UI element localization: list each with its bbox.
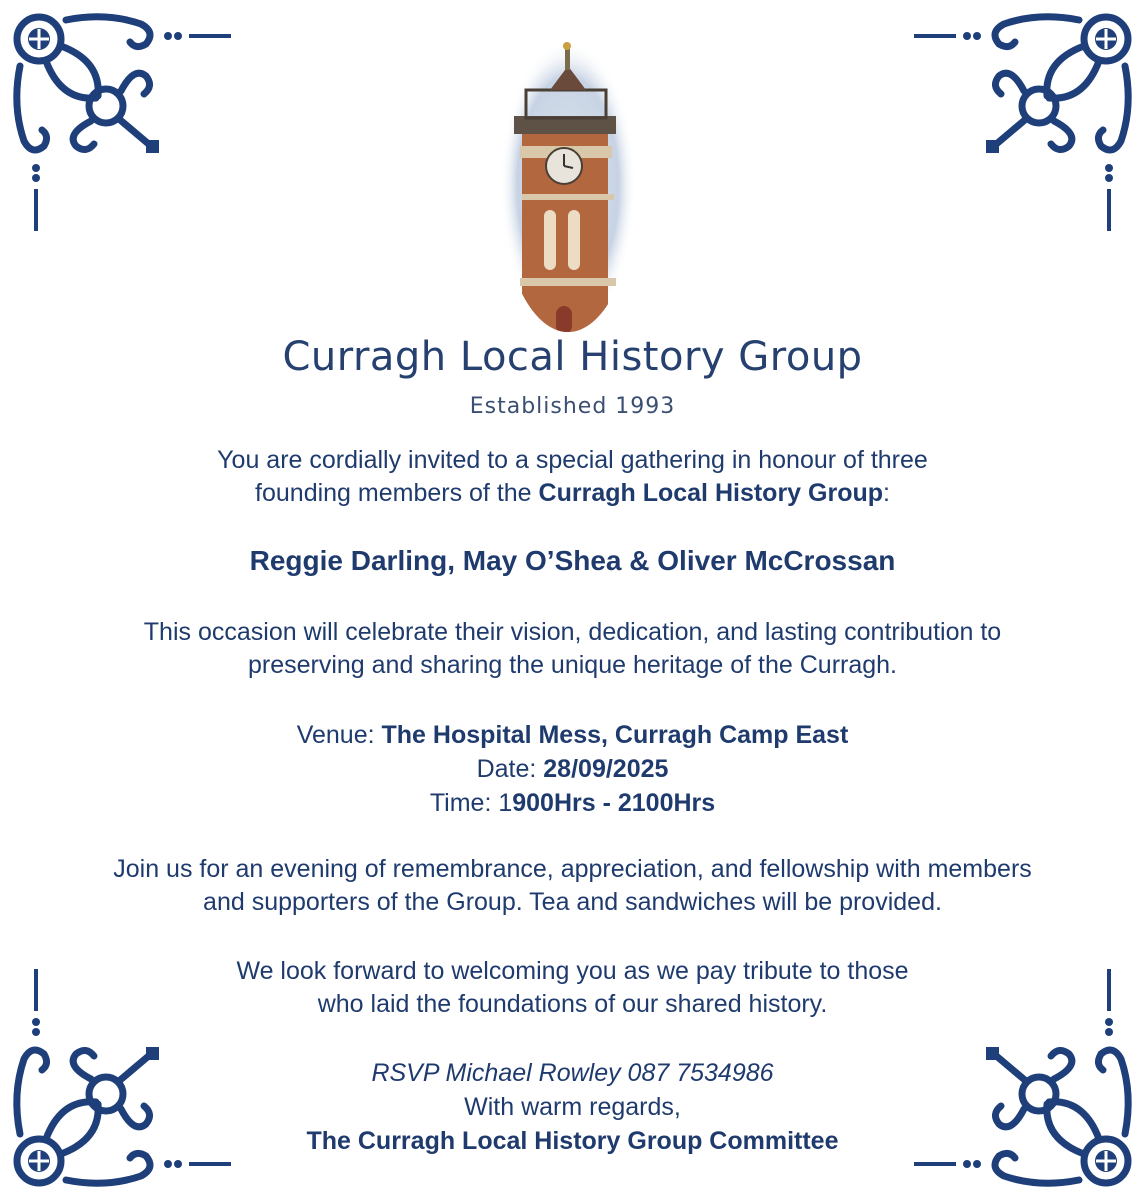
corner-ornament-icon <box>904 6 1139 241</box>
evening-paragraph: Join us for an evening of remembrance, appreciation, and fellowship with members and supporters of the Group. Tea and sandwiches will be provided. <box>113 855 1032 916</box>
page-title: Curragh Local History Group <box>282 334 863 380</box>
rsvp-line: RSVP Michael Rowley 087 7534986 <box>371 1059 774 1087</box>
date-line: Date: 28/09/2025 <box>476 755 669 783</box>
event-details <box>0 718 1145 820</box>
regards-line: With warm regards, <box>464 1093 681 1121</box>
established-subtitle: Established 1993 <box>469 394 676 419</box>
clock-tower-image <box>498 38 638 334</box>
intro-line-2: founding members of the Curragh Local History Group: <box>255 479 890 507</box>
intro-line-1: You are cordially invited to a special gathering in honour of three <box>217 446 928 474</box>
venue-line: Venue: The Hospital Mess, Curragh Camp East <box>296 721 849 749</box>
group-name-bold: Curragh Local History Group <box>538 479 884 507</box>
closing-paragraph: We look forward to welcoming you as we pay tribute to those who laid the foundations of our shared history. <box>236 957 909 1018</box>
honourees-heading: Reggie Darling, May O’Shea & Oliver McCrossan <box>249 545 896 576</box>
committee-line: The Curragh Local History Group Committee <box>306 1127 839 1155</box>
time-line: Time: 1900Hrs - 2100Hrs <box>429 789 716 817</box>
signoff-block <box>0 1056 1145 1158</box>
intro-paragraph <box>0 444 1145 510</box>
corner-ornament-icon <box>6 6 241 241</box>
occasion-paragraph: This occasion will celebrate their vision, dedication, and lasting contribution to preserving and sharing the unique heritage of the Curragh. <box>143 618 1002 679</box>
